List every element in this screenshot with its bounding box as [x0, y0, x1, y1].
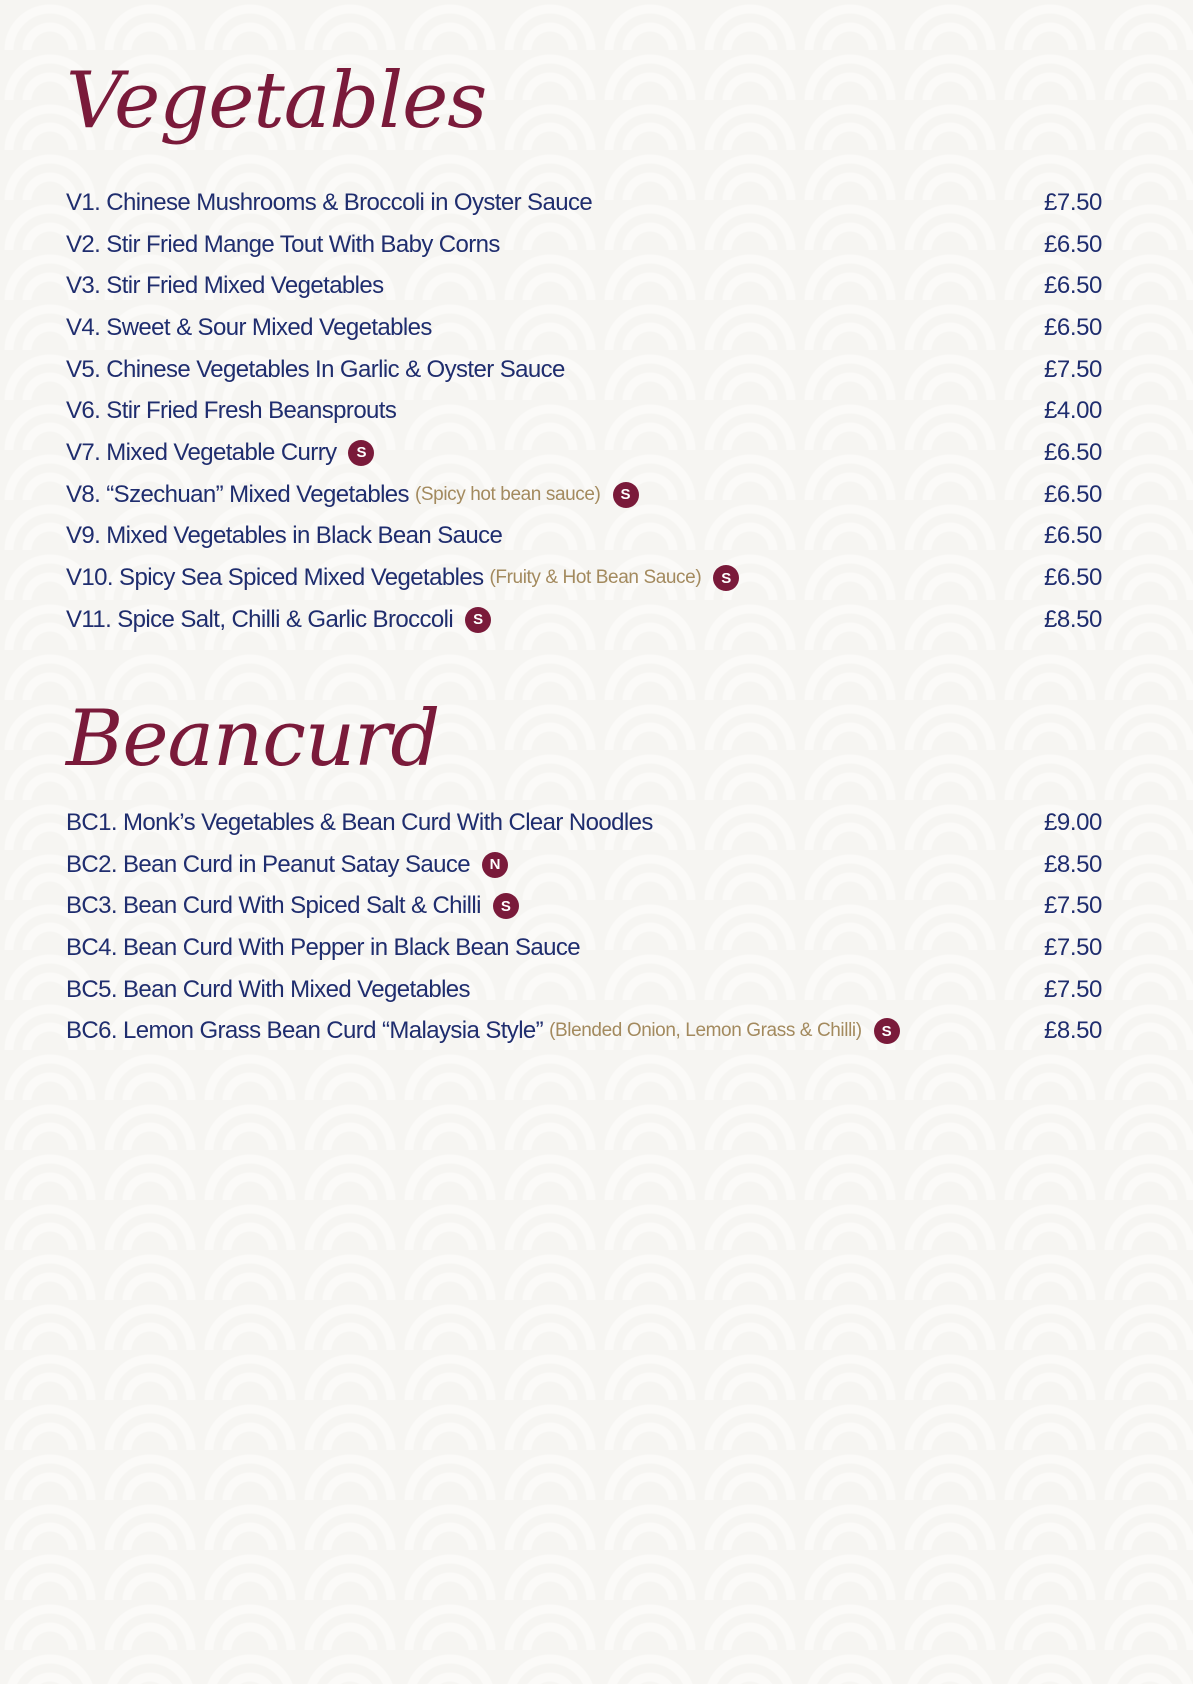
item-note: (Blended Onion, Lemon Grass & Chilli) [549, 1020, 862, 1042]
item-price: £6.50 [1043, 480, 1102, 508]
section-title-vegetables: Vegetables [66, 56, 487, 146]
item-price: £7.50 [1043, 975, 1102, 1003]
spicy-badge-icon: S [493, 893, 519, 919]
item-price: £6.50 [1043, 272, 1102, 300]
item-name: V10. Spicy Sea Spiced Mixed Vegetables [66, 564, 484, 592]
menu-item [66, 844, 1102, 886]
menu-item [66, 474, 1102, 516]
item-name: V9. Mixed Vegetables in Black Bean Sauce [66, 522, 503, 550]
menu-item [66, 307, 1102, 349]
spicy-badge-icon: S [348, 440, 374, 466]
menu-item [66, 1010, 1102, 1052]
item-price: £7.50 [1043, 355, 1102, 383]
section-title-beancurd: Beancurd [66, 694, 440, 784]
item-price: £7.50 [1043, 188, 1102, 216]
menu-item [66, 969, 1102, 1011]
item-name: V11. Spice Salt, Chilli & Garlic Broccoli [66, 605, 454, 633]
item-price: £6.50 [1043, 438, 1102, 466]
item-price: £6.50 [1043, 522, 1102, 550]
item-name: V2. Stir Fried Mange Tout With Baby Corns [66, 230, 500, 258]
item-name: V6. Stir Fried Fresh Beansprouts [66, 397, 397, 425]
spicy-badge-icon: S [465, 607, 491, 633]
item-name: V1. Chinese Mushrooms & Broccoli in Oyster Sauce [66, 188, 593, 216]
item-price: £7.50 [1043, 892, 1102, 920]
item-name: V3. Stir Fried Mixed Vegetables [66, 272, 384, 300]
menu-item [66, 516, 1102, 558]
item-price: £6.50 [1043, 564, 1102, 592]
item-name: BC2. Bean Curd in Peanut Satay Sauce [66, 850, 471, 878]
item-name: BC3. Bean Curd With Spiced Salt & Chilli [66, 892, 481, 920]
item-name: V7. Mixed Vegetable Curry [66, 438, 337, 466]
menu-item [66, 885, 1102, 927]
menu-item [66, 265, 1102, 307]
item-price: £7.50 [1043, 933, 1102, 961]
item-price: £9.00 [1043, 808, 1102, 836]
item-name: V8. “Szechuan” Mixed Vegetables [66, 480, 409, 508]
item-name: BC6. Lemon Grass Bean Curd “Malaysia Style” [66, 1017, 544, 1045]
item-price: £6.50 [1043, 313, 1102, 341]
item-name: BC1. Monk’s Vegetables & Bean Curd With Clear Noodles [66, 808, 653, 836]
menu-item [66, 349, 1102, 391]
item-price: £8.50 [1043, 1017, 1102, 1045]
item-name: V5. Chinese Vegetables In Garlic & Oyster Sauce [66, 355, 565, 383]
menu-item [66, 802, 1102, 844]
item-name: V4. Sweet & Sour Mixed Vegetables [66, 313, 432, 341]
item-price: £6.50 [1043, 230, 1102, 258]
vegetables-menu-list [66, 182, 1102, 641]
item-name: BC4. Bean Curd With Pepper in Black Bean Sauce [66, 933, 581, 961]
item-price: £4.00 [1043, 397, 1102, 425]
spicy-badge-icon: S [713, 565, 739, 591]
item-note: (Fruity & Hot Bean Sauce) [489, 567, 702, 589]
menu-item [66, 182, 1102, 224]
item-price: £8.50 [1043, 850, 1102, 878]
item-name: BC5. Bean Curd With Mixed Vegetables [66, 975, 470, 1003]
menu-item [66, 390, 1102, 432]
menu-item [66, 432, 1102, 474]
menu-item [66, 599, 1102, 641]
nut-badge-icon: N [482, 852, 508, 878]
menu-item [66, 224, 1102, 266]
item-price: £8.50 [1043, 605, 1102, 633]
spicy-badge-icon: S [874, 1018, 900, 1044]
item-note: (Spicy hot bean sauce) [414, 483, 601, 505]
beancurd-menu-list [66, 802, 1102, 1052]
menu-item [66, 557, 1102, 599]
spicy-badge-icon: S [613, 482, 639, 508]
menu-item [66, 927, 1102, 969]
